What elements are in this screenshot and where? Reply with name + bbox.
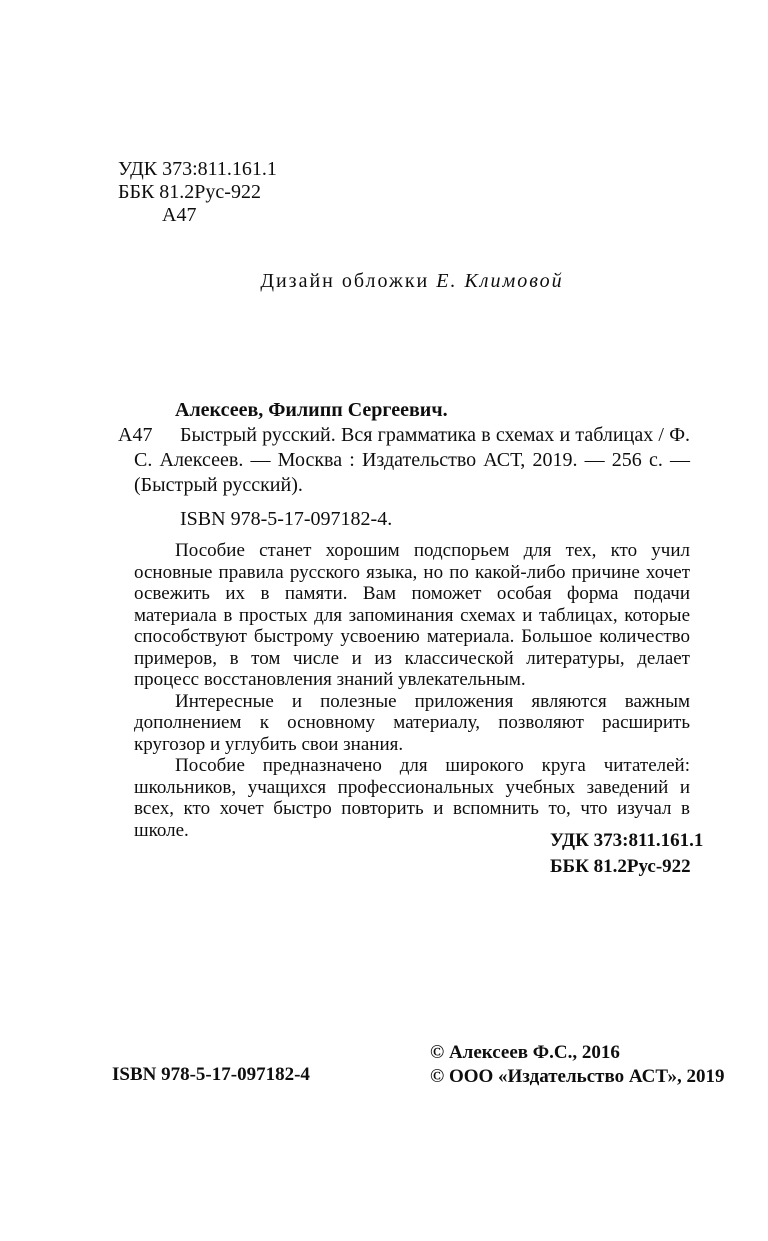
- udk-line-bottom: УДК 373:811.161.1: [550, 830, 704, 851]
- classification-block: [118, 158, 277, 227]
- card-description-text: Быстрый русский. Вся грамматика в схемах и таблицах / Ф. С. Алексеев. — Москва : Издательство АСТ, 2019. — 256 с. — (Быстрый русский).: [134, 424, 690, 496]
- annotation-paragraph: Пособие предназначено для широкого круга читателей: школьников, учащихся профессиональных учебных заведений и всех, кто хочет быстро повторить и вспомнить то, что изучал в школе.: [134, 755, 690, 841]
- card-description: [118, 423, 690, 498]
- author-sign-code: А47: [162, 204, 197, 226]
- card-isbn: ISBN 978-5-17-097182-4.: [180, 508, 393, 530]
- cover-credit-label: Дизайн обложки: [260, 270, 430, 292]
- card-author-sign: А47: [118, 424, 153, 446]
- copyright-publisher-line: © ООО «Издательство АСТ», 2019: [430, 1066, 725, 1087]
- bbk-line: ББК 81.2Рус-922: [118, 181, 261, 203]
- bbk-line-bottom: ББК 81.2Рус-922: [550, 856, 691, 877]
- copyright-block: [430, 1041, 725, 1089]
- classification-block-bottom: [550, 828, 703, 880]
- cover-design-credit: [134, 270, 690, 293]
- card-author-heading: Алексеев, Филипп Сергеевич.: [175, 399, 448, 421]
- catalog-card: [118, 398, 690, 532]
- udk-line: УДК 373:811.161.1: [118, 158, 277, 180]
- bottom-isbn: ISBN 978-5-17-097182-4: [112, 1064, 310, 1085]
- cover-designer-name: Е. Климовой: [436, 270, 564, 292]
- annotation-paragraph: Интересные и полезные приложения являются важным дополнением к основному материалу, позволяют расширить кругозор и углубить свои знания.: [134, 690, 690, 755]
- copyright-author-line: © Алексеев Ф.С., 2016: [430, 1042, 620, 1063]
- annotation-paragraph: Пособие станет хорошим подспорьем для тех, кто учил основные правила русского языка, но по какой-либо причине хочет освежить их в памяти. Вам поможет особая форма подачи материала в простых для запоминания схемах и таблицах, которые способствуют быстрому усвоению материала. Большое количество примеров, в том числе и из классической литературы, делает процесс восстановления знаний увлекательным.: [134, 540, 690, 690]
- annotation-block: [134, 540, 690, 841]
